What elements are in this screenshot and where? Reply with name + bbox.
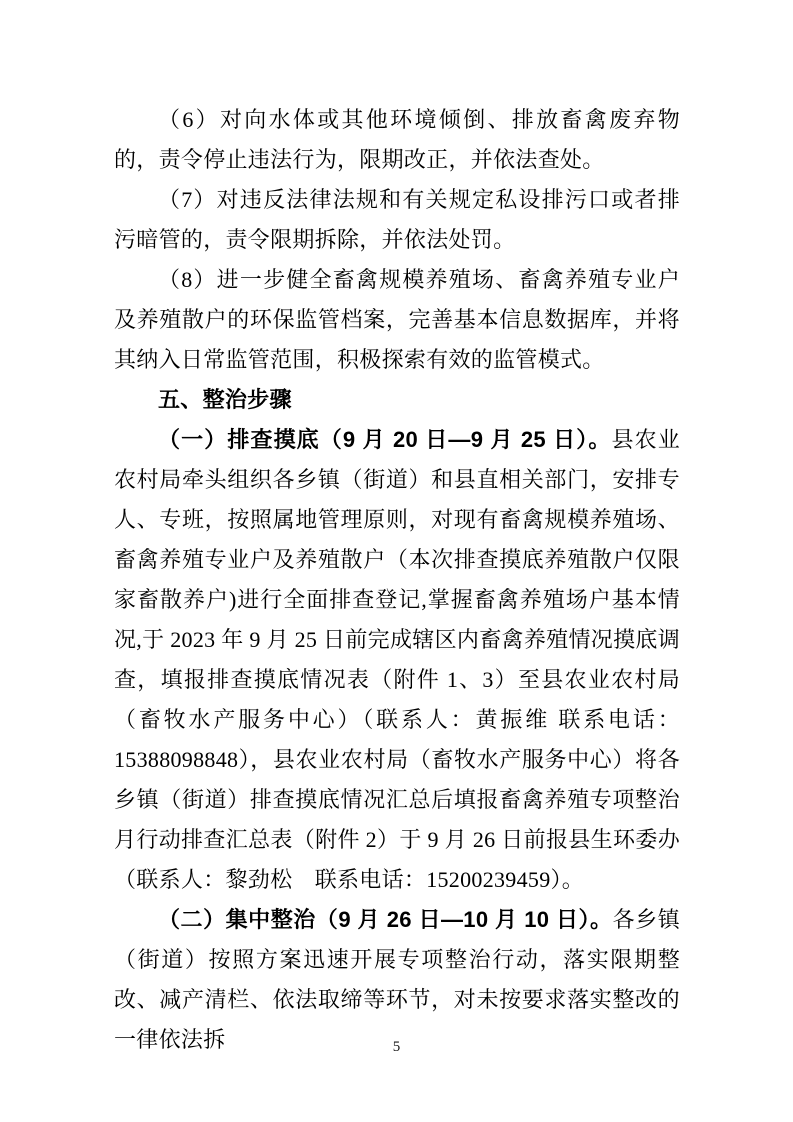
step-1-text: 县农业农村局牵头组织各乡镇（街道）和县直相关部门，安排专人、专班，按照属地管理原则，对现有畜禽规模养殖场、畜禽养殖专业户及养殖散户（本次排查摸底养殖散户仅限家畜散养户)进行全面排查登记,掌握畜禽养殖场户基本情况,于 2023 年 9 月 25 日前完成辖区内畜禽养殖情况摸底调查，填报排查摸底情况表（附件 1、3）至县农业农村局（畜牧水产服务中心）（联系人：黄振维 联系电话：15388098848），县农业农村局（畜牧水产服务中心）将各乡镇（街道）排查摸底情况汇总后填报畜禽养殖专项整治月行动排查汇总表（附件 2）于 9 月 26 日前报县生环委办（联系人：黎劲松 联系电话：15200239459）。 bbox=[114, 427, 680, 892]
paragraph-item-7: （7）对违反法律法规和有关规定私设排污口或者排污暗管的，责令限期拆除，并依法处罚。 bbox=[114, 187, 680, 252]
step-2-text: 各乡镇（街道）按照方案迅速开展专项整治行动，落实限期整改、减产清栏、依法取缔等环节，对未按要求落实整改的一律依法拆 bbox=[114, 907, 680, 1052]
step-2-title: （二）集中整治（9 月 26 日—10 月 10 日）。 bbox=[158, 907, 613, 932]
page-number: 5 bbox=[392, 1039, 401, 1055]
document-content bbox=[114, 100, 680, 1060]
section-heading-steps: 五、整治步骤 bbox=[158, 387, 292, 412]
paragraph-item-6: （6）对向水体或其他环境倾倒、排放畜禽废弃物的，责令停止违法行为，限期改正，并依法查处。 bbox=[114, 107, 680, 172]
step-1-title: （一）排查摸底（9 月 20 日—9 月 25 日）。 bbox=[158, 427, 612, 452]
paragraph-step-1 bbox=[114, 420, 680, 900]
page-footer bbox=[0, 1038, 793, 1056]
paragraph-step-2 bbox=[114, 900, 680, 1060]
paragraph-item-8: （8）进一步健全畜禽规模养殖场、畜禽养殖专业户及养殖散户的环保监管档案，完善基本信息数据库，并将其纳入日常监管范围，积极探索有效的监管模式。 bbox=[114, 267, 680, 372]
